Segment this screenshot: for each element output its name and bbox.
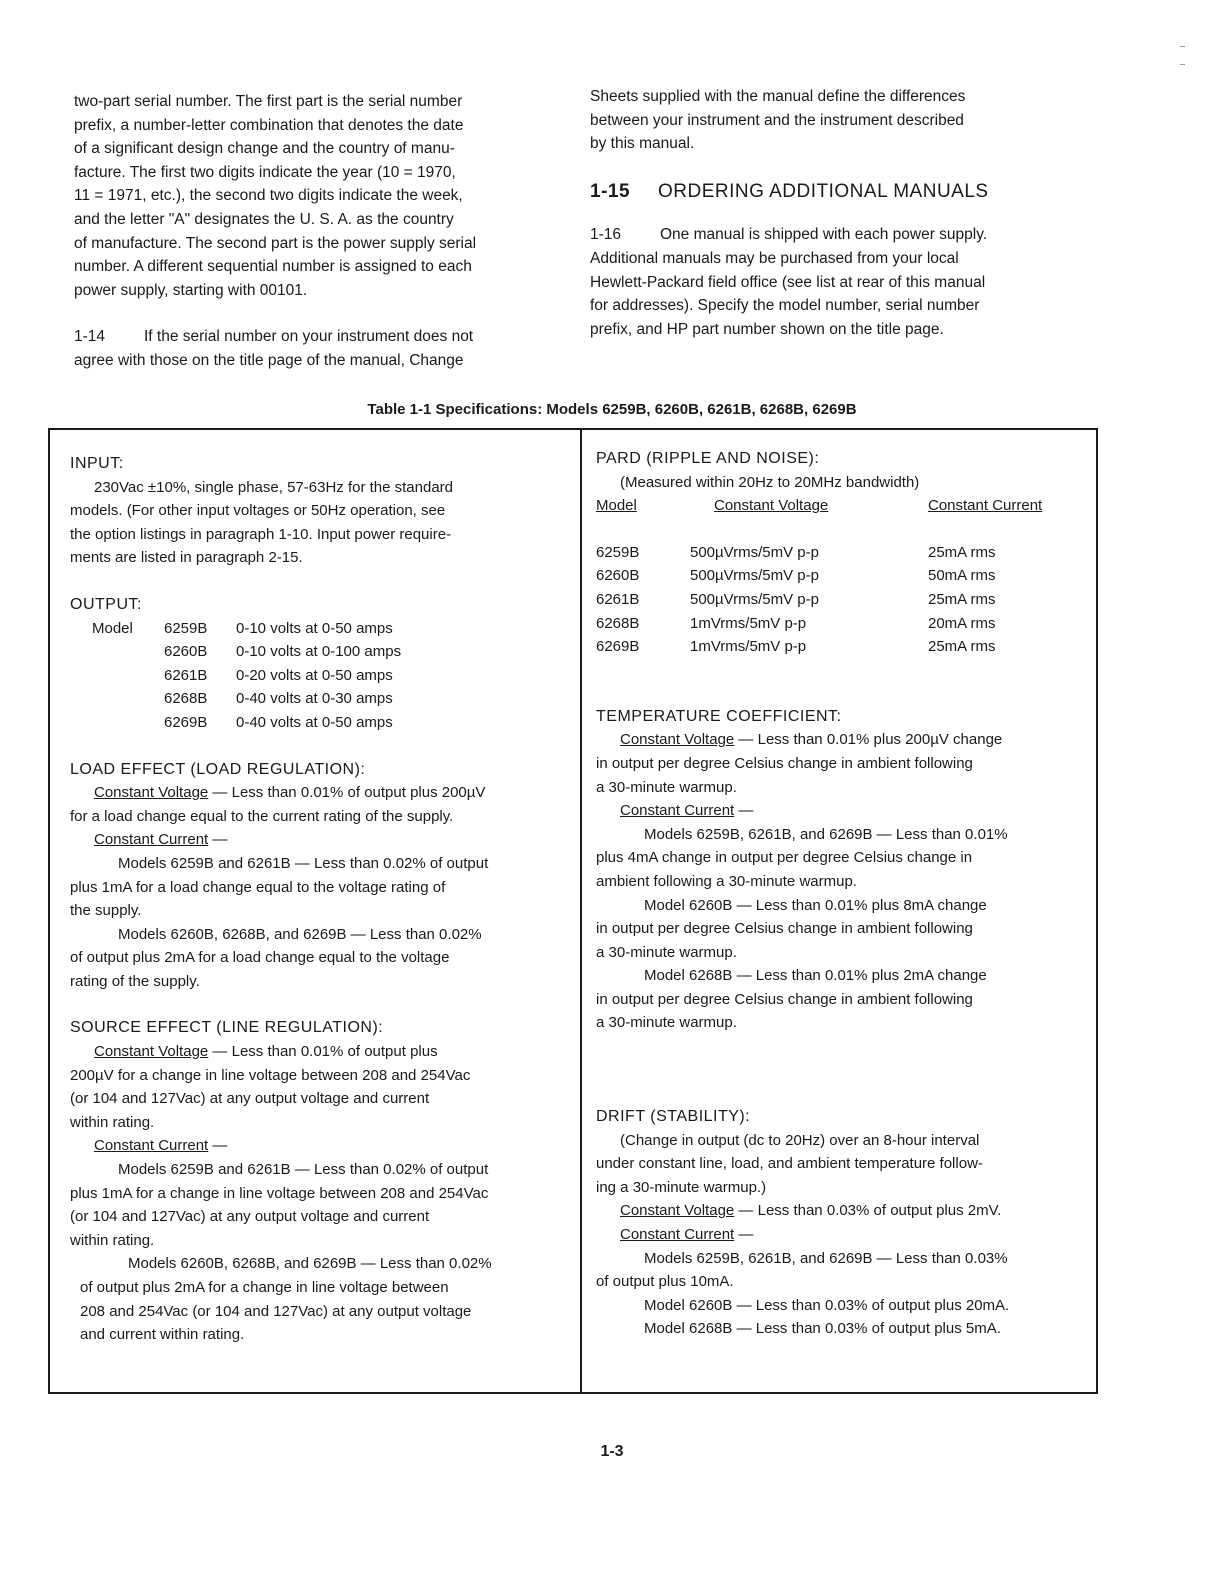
- text-line: 11 = 1971, etc.), the second two digits indicate the week,: [74, 187, 463, 205]
- text-line: plus 1mA for a load change equal to the voltage rating of: [70, 878, 446, 896]
- scan-mark: [1180, 46, 1185, 47]
- model-number: 6259B: [164, 619, 208, 637]
- pard-header-row: [596, 494, 1092, 518]
- load-effect-spec: LOAD EFFECT (LOAD REGULATION): Constant Voltage — Less than 0.01% of output plus 200µV for a load change equal to the current rating of the supply. Constant Current — Models 6259B and 6261B — Less than 0.02% of output plus 1mA for a load change equal to the voltage rating of the supply. Models 6260B, 6268B, and 6269B — Less than 0.02% of output plus 2mA for a load change equal to the voltage rating of the supply.: [70, 758, 570, 994]
- constant-voltage-label: Constant Voltage: [94, 784, 209, 802]
- text-line: number. A different sequential number is assigned to each: [74, 258, 472, 276]
- text-line: Models 6259B, 6261B, and 6269B — Less than 0.01%: [644, 825, 1008, 843]
- spec-heading: SOURCE EFFECT (LINE REGULATION):: [70, 1019, 384, 1037]
- pard-spec: [596, 447, 1092, 659]
- table-row: 6261B 500µVrms/5mV p-p 25mA rms: [596, 590, 996, 608]
- text-line: 208 and 254Vac (or 104 and 127Vac) at any output voltage: [80, 1302, 472, 1320]
- table-title: Table 1-1 Specifications: Models 6259B, 6260B, 6261B, 6268B, 6269B: [367, 401, 857, 418]
- text-line: 230Vac ±10%, single phase, 57-63Hz for the standard: [94, 478, 454, 496]
- output-rating: 0-10 volts at 0-50 amps: [236, 619, 393, 637]
- text-line: in output per degree Celsius change in ambient following: [596, 754, 973, 772]
- table-row: 6268B 1mVrms/5mV p-p 20mA rms: [596, 614, 996, 632]
- text-line: a 30-minute warmup.: [596, 1014, 737, 1032]
- text-line: 200µV for a change in line voltage between 208 and 254Vac: [70, 1066, 471, 1084]
- text-line: two-part serial number. The first part is the serial number: [74, 93, 463, 110]
- model-number: 6269B: [164, 713, 208, 731]
- spec-heading: INPUT:: [70, 455, 124, 472]
- text-line: of a significant design change and the country of manu-: [74, 140, 455, 158]
- specifications-table: [48, 428, 1098, 1394]
- text-line: If the serial number on your instrument does not: [144, 328, 474, 346]
- text-line: of output plus 10mA.: [596, 1273, 734, 1291]
- section-title: ORDERING ADDITIONAL MANUALS: [658, 180, 989, 202]
- output-row: [70, 640, 570, 664]
- constant-voltage-label: Constant Voltage: [94, 1043, 209, 1061]
- text-line: prefix, a number-letter combination that denotes the date: [74, 116, 464, 134]
- left-column: [74, 90, 554, 373]
- output-row: [70, 664, 570, 688]
- model-label: Model: [92, 619, 133, 637]
- source-effect-spec: SOURCE EFFECT (LINE REGULATION): Constant Voltage — Less than 0.01% of output plus 200µV for a change in line voltage between 208 and 254Vac (or 104 and 127Vac) at any output voltage and current within rating. Constant Current — Models 6259B and 6261B — Less than 0.02% of output plus 1mA for a change in line voltage between 208 and 254Vac (or 104 and 127Vac) at any output voltage and current within rating. Models 6260B, 6268B, and 6269B — Less than 0.02% of output plus 2mA for a change in line voltage between 208 and 254Vac (or 104 and 127Vac) at any output voltage and current within rating.: [70, 1016, 570, 1346]
- model-number: 6261B: [164, 666, 208, 684]
- output-rating: 0-20 volts at 0-50 amps: [236, 666, 393, 684]
- text-line: Model 6268B — Less than 0.03% of output plus 5mA.: [644, 1320, 1001, 1338]
- model-number: 6260B: [164, 643, 208, 661]
- text-line: for a load change equal to the current rating of the supply.: [70, 807, 454, 825]
- paragraph-serial-number: [74, 90, 554, 302]
- output-row: [70, 687, 570, 711]
- text-line: prefix, and HP part number shown on the title page.: [590, 320, 944, 338]
- text-line: ments are listed in paragraph 2-15.: [70, 549, 303, 567]
- column-header: Model: [596, 497, 637, 515]
- spec-heading: OUTPUT:: [70, 595, 142, 613]
- text-line: Models 6259B and 6261B — Less than 0.02% of output: [118, 1161, 489, 1179]
- text-line: ing a 30-minute warmup.): [596, 1178, 767, 1196]
- constant-voltage-label: Constant Voltage: [620, 1202, 735, 1220]
- text-line: ambient following a 30-minute warmup.: [596, 872, 857, 890]
- text-line: Models 6259B and 6261B — Less than 0.02% of output: [118, 854, 489, 872]
- constant-current-label: Constant Current: [620, 1226, 735, 1244]
- column-divider: [580, 430, 582, 1392]
- constant-current-label: Constant Current: [94, 1137, 209, 1155]
- table-right-cell: [596, 447, 1092, 1341]
- text-line: Hewlett-Packard field office (see list at rear of this manual: [590, 273, 986, 291]
- spec-heading: PARD (RIPPLE AND NOISE):: [596, 450, 820, 467]
- paragraph-number: 1-16: [590, 226, 622, 244]
- text-line: of manufacture. The second part is the power supply serial: [74, 234, 477, 252]
- text-line: (or 104 and 127Vac) at any output voltage and current: [70, 1208, 430, 1226]
- column-header: Constant Current: [928, 497, 1043, 515]
- text-line: Model 6260B — Less than 0.01% plus 8mA change: [644, 896, 987, 914]
- output-row: [70, 711, 570, 735]
- text-line: for addresses). Specify the model number, serial number: [590, 297, 980, 315]
- text-line: plus 1mA for a change in line voltage between 208 and 254Vac: [70, 1184, 489, 1202]
- temperature-coefficient-spec: TEMPERATURE COEFFICIENT: Constant Voltage — Less than 0.01% plus 200µV change in output per degree Celsius change in ambient following a 30-minute warmup. Constant Current — Models 6259B, 6261B, and 6269B — Less than 0.01% plus 4mA change in output per degree Celsius change in ambient following a 30-minute warmup. Model 6260B — Less than 0.01% plus 8mA change in output per degree Celsius change in ambient following a 30-minute warmup. Model 6268B — Less than 0.01% plus 2mA change in output per degree Celsius change in ambient following a 30-minute warmup.: [596, 705, 1092, 1035]
- text-line: Sheets supplied with the manual define the differences: [590, 88, 966, 105]
- table-row: 6259B 500µVrms/5mV p-p 25mA rms: [596, 543, 996, 561]
- text-line: within rating.: [70, 1113, 155, 1131]
- drift-spec: DRIFT (STABILITY): (Change in output (dc to 20Hz) over an 8-hour interval under constant line, load, and ambient temperature follow- ing a 30-minute warmup.) Constant Voltage — Less than 0.03% of output plus 2mV. Constant Current — Models 6259B, 6261B, and 6269B — Less than 0.03% of output plus 10mA. Model 6260B — Less than 0.03% of output plus 20mA. Model 6268B — Less than 0.03% of output plus 5mA.: [596, 1105, 1092, 1341]
- text-line: rating of the supply.: [70, 972, 200, 990]
- paragraph-change-sheets: [590, 85, 1090, 156]
- text-line: — Less than 0.01% plus 200µV change: [734, 731, 1003, 749]
- column-header: Constant Voltage: [714, 497, 829, 515]
- table-row: 6260B 500µVrms/5mV p-p 50mA rms: [596, 567, 996, 585]
- text-line: by this manual.: [590, 135, 695, 153]
- constant-current-label: Constant Current: [620, 802, 735, 820]
- text-line: (or 104 and 127Vac) at any output voltage and current: [70, 1090, 430, 1108]
- text-line: Model 6260B — Less than 0.03% of output plus 20mA.: [644, 1296, 1010, 1314]
- output-spec: [70, 593, 570, 735]
- text-line: — Less than 0.01% of output plus 200µV: [208, 784, 486, 802]
- text-line: Models 6260B, 6268B, and 6269B — Less than 0.02%: [118, 925, 482, 943]
- paragraph-1-14: [74, 325, 554, 372]
- text-line: agree with those on the title page of the manual, Change: [74, 351, 464, 369]
- text-line: between your instrument and the instrument described: [590, 111, 964, 129]
- text-line: Additional manuals may be purchased from your local: [590, 249, 959, 267]
- constant-voltage-label: Constant Voltage: [620, 731, 735, 749]
- text-line: a 30-minute warmup.: [596, 943, 737, 961]
- table-row: 6269B 1mVrms/5mV p-p 25mA rms: [596, 638, 996, 656]
- text-line: under constant line, load, and ambient temperature follow-: [596, 1155, 983, 1173]
- constant-current-label: Constant Current: [94, 831, 209, 849]
- paragraph-1-16: [590, 223, 1090, 341]
- output-rating: 0-40 volts at 0-30 amps: [236, 690, 393, 708]
- input-spec: [70, 452, 570, 570]
- scan-mark: [1180, 64, 1185, 65]
- text-line: Models 6259B, 6261B, and 6269B — Less than 0.03%: [644, 1249, 1008, 1267]
- text-line: in output per degree Celsius change in ambient following: [596, 920, 973, 938]
- spec-heading: LOAD EFFECT (LOAD REGULATION):: [70, 760, 366, 778]
- text-line: Models 6260B, 6268B, and 6269B — Less than 0.02%: [128, 1255, 492, 1273]
- text-line: and the letter "A" designates the U. S. A. as the country: [74, 210, 454, 228]
- text-line: — Less than 0.01% of output plus: [208, 1043, 438, 1061]
- text-line: — Less than 0.03% of output plus 2mV.: [734, 1202, 1002, 1220]
- text-line: power supply, starting with 00101.: [74, 281, 308, 299]
- text-line: One manual is shipped with each power supply.: [660, 226, 988, 244]
- output-rating: 0-40 volts at 0-50 amps: [236, 713, 393, 731]
- section-number: 1-15: [590, 180, 631, 202]
- text-line: the supply.: [70, 902, 142, 920]
- spec-heading: TEMPERATURE COEFFICIENT:: [596, 707, 842, 725]
- section-heading: [590, 180, 1090, 204]
- text-line: and current within rating.: [80, 1326, 245, 1344]
- page-number: 1-3: [600, 1443, 624, 1460]
- text-line: of output plus 2mA for a load change equal to the voltage: [70, 949, 450, 967]
- text-line: Model 6268B — Less than 0.01% plus 2mA change: [644, 967, 987, 985]
- text-line: (Change in output (dc to 20Hz) over an 8-hour interval: [620, 1131, 980, 1149]
- text-line: a 30-minute warmup.: [596, 778, 737, 796]
- text-line: within rating.: [70, 1231, 155, 1249]
- text-line: in output per degree Celsius change in ambient following: [596, 990, 973, 1008]
- text-line: models. (For other input voltages or 50Hz operation, see: [70, 502, 446, 520]
- output-rating: 0-10 volts at 0-100 amps: [236, 643, 402, 661]
- text-line: the option listings in paragraph 1-10. Input power require-: [70, 525, 452, 543]
- right-column: [590, 85, 1090, 341]
- text-line: facture. The first two digits indicate the year (10 = 1970,: [74, 163, 456, 181]
- paragraph-number: 1-14: [74, 328, 106, 346]
- model-number: 6268B: [164, 690, 208, 708]
- output-row: [70, 617, 570, 641]
- text-line: of output plus 2mA for a change in line voltage between: [80, 1279, 449, 1296]
- text-line: plus 4mA change in output per degree Celsius change in: [596, 849, 973, 867]
- spec-heading: DRIFT (STABILITY):: [596, 1108, 751, 1126]
- text-line: (Measured within 20Hz to 20MHz bandwidth): [620, 473, 920, 491]
- table-left-cell: [70, 452, 570, 1347]
